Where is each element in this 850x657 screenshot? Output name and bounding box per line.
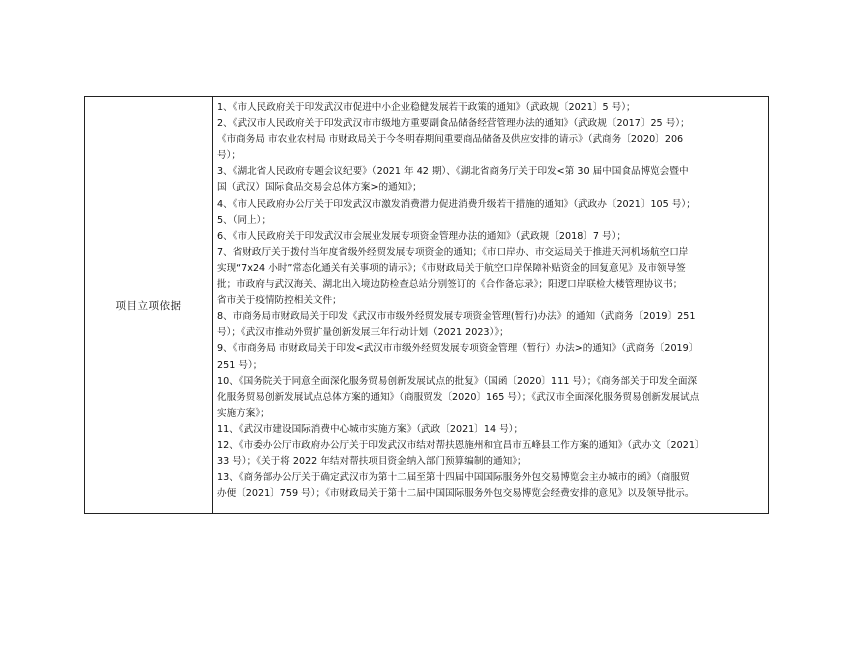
row-label: 项目立项依据 [115,299,182,312]
basis-line: 251 号）； [217,359,263,371]
basis-content-cell [213,97,768,513]
basis-line: 13、《商务部办公厅关于确定武汉市为第十二届至第十四届中国国际服务外包交易博览会主办城市的函》（商服贸 [217,472,690,484]
basis-line: 1、《市人民政府关于印发武汉市促进中小企业稳健发展若干政策的通知》（武政规〔2021〕5 号）； [217,102,636,113]
basis-line: 批；市政府与武汉海关、湖北出入境边防检查总站分别签订的《合作备忘录》；阳逻口岸联检大楼管理协议书； [217,279,683,291]
basis-table [84,96,769,514]
basis-line: 7、省财政厅关于拨付当年度省级外经贸发展专项资金的通知；《市口岸办、市交运局关于推进天河机场航空口岸 [217,246,689,258]
basis-line: 号）； [217,150,241,162]
basis-line: 4、《市人民政府办公厅关于印发武汉市激发消费潜力促进消费升级若干措施的通知》（武政办〔2021〕105 号）； [217,198,696,210]
basis-line: 3、《湖北省人民政府专题会议纪要》（2021 年 42 期）、《湖北省商务厅关于印发<第 30 届中国食品博览会暨中 [217,166,689,178]
row-label-cell [85,97,213,513]
basis-line: 33 号）；《关于将 2022 年结对帮扶项目资金纳入部门预算编制的通知》； [217,456,527,468]
basis-line: 8、市商务局市财政局关于印发《武汉市市级外经贸发展专项资金管理(暂行)办法》的通知（武商务〔2019〕251 [217,311,696,323]
basis-line: 实施方案》； [217,407,270,419]
basis-line: 国（武汉）国际食品交易会总体方案>的通知》； [217,182,422,194]
basis-line: 号）；《武汉市推动外贸扩量创新发展三年行动计划（2021 2023）》； [217,327,509,339]
basis-line: 办便〔2021〕759 号）；《市财政局关于第十二届中国国际服务外包交易博览会经费安排的意见》以及领导批示。 [217,488,695,500]
basis-line: 《市商务局 市农业农村局 市财政局关于今冬明春期间重要商品储备及供应安排的请示》（武商务〔2020〕206 [217,134,684,146]
basis-line: 11、《武汉市建设国际消费中心城市实施方案》（武政〔2021〕14 号）； [217,423,524,435]
basis-line: 实现“7x24 小时”常态化通关有关事项的请示》；《市财政局关于航空口岸保障补贴资金的回复意见》及市领导签 [217,262,686,274]
basis-line: 9、《市商务局 市财政局关于印发<武汉市市级外经贸发展专项资金管理（暂行）办法>的通知》（武商务〔2019〕 [217,343,699,355]
basis-line: 12、《市委办公厅市政府办公厅关于印发武汉市结对帮扶恩施州和宜昌市五峰县工作方案的通知》（武办文〔2021〕 [217,439,705,451]
basis-line: 10、《国务院关于同意全面深化服务贸易创新发展试点的批复》（国函〔2020〕111 号）；《商务部关于印发全面深 [217,375,698,387]
basis-line: 省市关于疫情防控相关文件； [217,295,342,307]
basis-line: 化服务贸易创新发展试点总体方案的通知》（商服贸发〔2020〕165 号）；《武汉市全面深化服务贸易创新发展试点 [217,391,700,403]
basis-line: 5、（同上）； [217,214,272,226]
basis-line: 6、《市人民政府关于印发武汉市会展业发展专项资金管理办法的通知》（武政规〔2018〕7 号）； [217,230,627,242]
basis-line: 2、《武汉市人民政府关于印发武汉市市级地方重要副食品储备经营管理办法的通知》（武政规〔2017〕25 号）； [217,118,690,130]
